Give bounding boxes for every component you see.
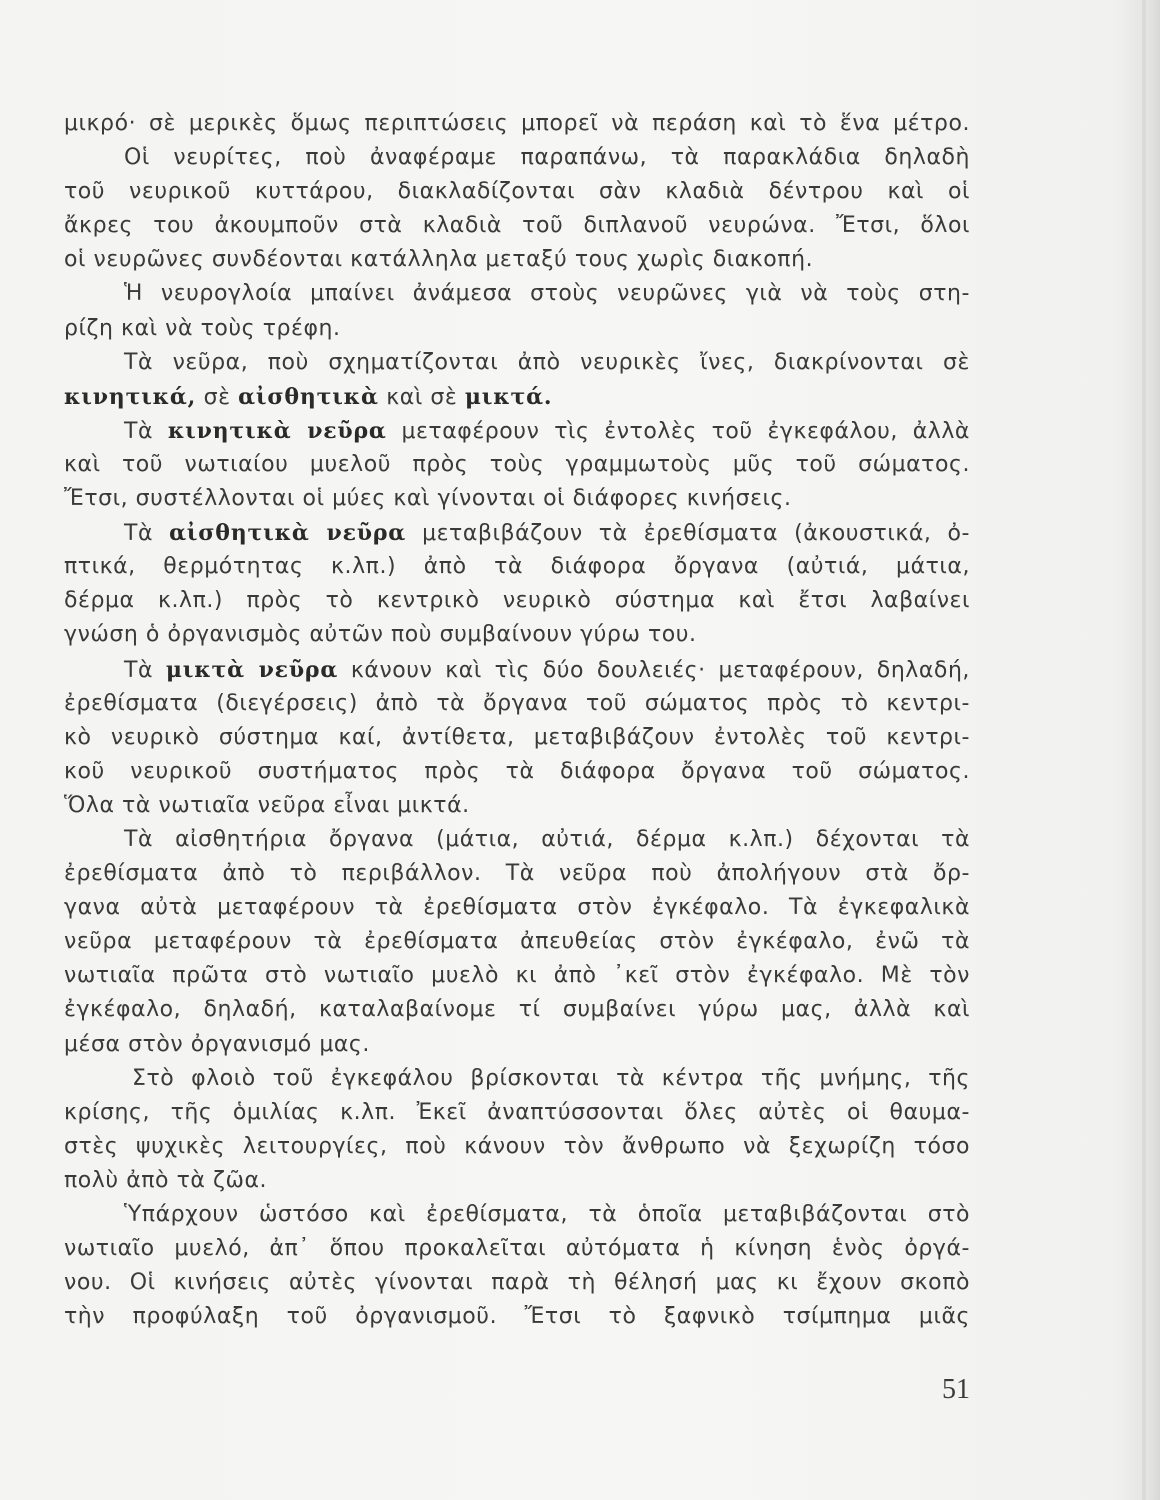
text-line: νωτιαῖα πρῶτα στὸ νωτιαῖο μυελὸ κι ἀπὸ ᾿κεῖ στὸν ἐγκέφαλο. Μὲ τὸν [64,963,970,989]
text-line: Οἱ νευρίτες, ποὺ ἀναφέραμε παραπάνω, τὰ παρακλάδια δηλαδὴ [124,145,970,171]
text-line: ἐγκέφαλο, δηλαδή, καταλαβαίνομε τί συμβαίνει γύρω μας, ἀλλὰ καὶ [64,997,970,1023]
text-line: κρίσης, τῆς ὁμιλίας κ.λπ. Ἐκεῖ ἀναπτύσσονται ὅλες αὐτὲς οἱ θαυμα- [64,1099,970,1125]
text-line: οἱ νευρῶνες συνδέονται κατάλληλα μεταξύ τους χωρὶς διακοπή. [64,247,814,273]
term-mikta: μικτά. [464,383,553,410]
text-line: Τὰ νεῦρα, ποὺ σχηματίζονται ἀπὸ νευρικὲς ἴνες, διακρίνονται σὲ [124,349,970,375]
text-line: Στὸ φλοιὸ τοῦ ἐγκεφάλου βρίσκονται τὰ κέντρα τῆς μνήμης, τῆς [132,1065,970,1091]
term-aisthitika-neura: αἰσθητικὰ νεῦρα [169,520,407,547]
text-line: Ἔτσι, συστέλλονται οἱ μύες καὶ γίνονται οἱ διάφορες κινήσεις. [64,486,792,512]
text-line: πτικά, θερμότητας κ.λπ.) ἀπὸ τὰ διάφορα ὄργανα (αὐτιά, μάτια, [64,554,970,580]
text-line: νεῦρα μεταφέρουν τὰ ἐρεθίσματα ἀπευθείας στὸν ἐγκέφαλο, ἐνῶ τὰ [64,929,970,955]
text-line: πολὺ ἀπὸ τὰ ζῶα. [64,1167,268,1193]
page-number: 51 [942,1374,970,1405]
text-line: Τὰ μικτὰ νεῦρα κάνουν καὶ τὶς δύο δουλειές· μεταφέρουν, δηλαδή, [124,656,970,683]
text-line: κὸ νευρικὸ σύστημα καί, ἀντίθετα, μεταβιβάζουν ἐντολὲς τοῦ κεντρι- [64,724,970,750]
text-line: Ὅλα τὰ νωτιαῖα νεῦρα εἶναι μικτά. [64,792,470,818]
text-line: κινητικά, σὲ αἰσθητικὰ καὶ σὲ μικτά. [64,383,553,410]
text-line: ἐρεθίσματα ἀπὸ τὸ περιβάλλον. Τὰ νεῦρα ποὺ ἀπολήγουν στὰ ὄρ- [64,861,970,887]
text-line: ἐρεθίσματα (διεγέρσεις) ἀπὸ τὰ ὄργανα τοῦ σώματος πρὸς τὸ κεντρι- [64,690,970,716]
text-line: νωτιαῖο μυελό, ἀπ᾿ ὅπου προκαλεῖται αὐτόματα ἡ κίνηση ἑνὸς ὀργά- [64,1236,970,1262]
text-line: ἄκρες του ἀκουμποῦν στὰ κλαδιὰ τοῦ διπλανοῦ νευρώνα. Ἔτσι, ὅλοι [64,213,970,239]
text-line: στὲς ψυχικὲς λειτουργίες, ποὺ κάνουν τὸν ἄνθρωπο νὰ ξεχωρίζη τόσο [64,1133,970,1159]
text-line: καὶ τοῦ νωτιαίου μυελοῦ πρὸς τοὺς γραμμωτοὺς μῦς τοῦ σώματος. [64,451,970,477]
term-aisthitika: αἰσθητικὰ [238,383,379,410]
text-line: τοῦ νευρικοῦ κυττάρου, διακλαδίζονται σὰν κλαδιὰ δέντρου καὶ οἱ [64,179,970,205]
text-line: Τὰ αἰσθητήρια ὄργανα (μάτια, αὐτιά, δέρμα κ.λπ.) δέχονται τὰ [124,826,970,852]
text-line: κοῦ νευρικοῦ συστήματος πρὸς τὰ διάφορα ὄργανα τοῦ σώματος. [64,758,970,784]
text-line: Ἡ νευρογλοία μπαίνει ἀνάμεσα στοὺς νευρῶνες γιὰ νὰ τοὺς στη- [124,281,970,307]
text-line: μέσα στὸν ὀργανισμό μας. [64,1031,370,1057]
term-kinitika-neura: κινητικὰ νεῦρα [167,417,387,444]
text-line: γανα αὐτὰ μεταφέρουν τὰ ἐρεθίσματα στὸν ἐγκέφαλο. Τὰ ἐγκεφαλικὰ [64,895,970,921]
text-line: Τὰ αἰσθητικὰ νεῦρα μεταβιβάζουν τὰ ἐρεθίσματα (ἀκουστικά, ὀ- [124,520,970,547]
text-line: τὴν προφύλαξη τοῦ ὀργανισμοῦ. Ἔτσι τὸ ξαφνικὸ τσίμπημα μιᾶς [64,1304,970,1330]
text-line: δέρμα κ.λπ.) πρὸς τὸ κεντρικὸ νευρικὸ σύστημα καὶ ἔτσι λαβαίνει [64,588,970,614]
body-text [64,107,970,1334]
page-binding-edge [1142,0,1146,1500]
text-line: γνώση ὁ ὀργανισμὸς αὐτῶν ποὺ συμβαίνουν γύρω του. [64,622,697,648]
term-mikta-neura: μικτὰ νεῦρα [165,656,339,683]
text-line: νου. Οἱ κινήσεις αὐτὲς γίνονται παρὰ τὴ θέλησή μας κι ἔχουν σκοπὸ [64,1270,970,1296]
text-line: ρίζη καὶ νὰ τοὺς τρέφη. [64,315,341,341]
text-line: Τὰ κινητικὰ νεῦρα μεταφέρουν τὶς ἐντολὲς τοῦ ἐγκεφάλου, ἀλλὰ [124,417,970,444]
term-kinitika: κινητικά, [64,383,197,410]
text-line: μικρό· σὲ μερικὲς ὅμως περιπτώσεις μπορεῖ νὰ περάση καὶ τὸ ἕνα μέτρο. [64,111,970,136]
text-line: Ὑπάρχουν ὡστόσο καὶ ἐρεθίσματα, τὰ ὁποῖα μεταβιβάζονται στὸ [124,1202,970,1227]
